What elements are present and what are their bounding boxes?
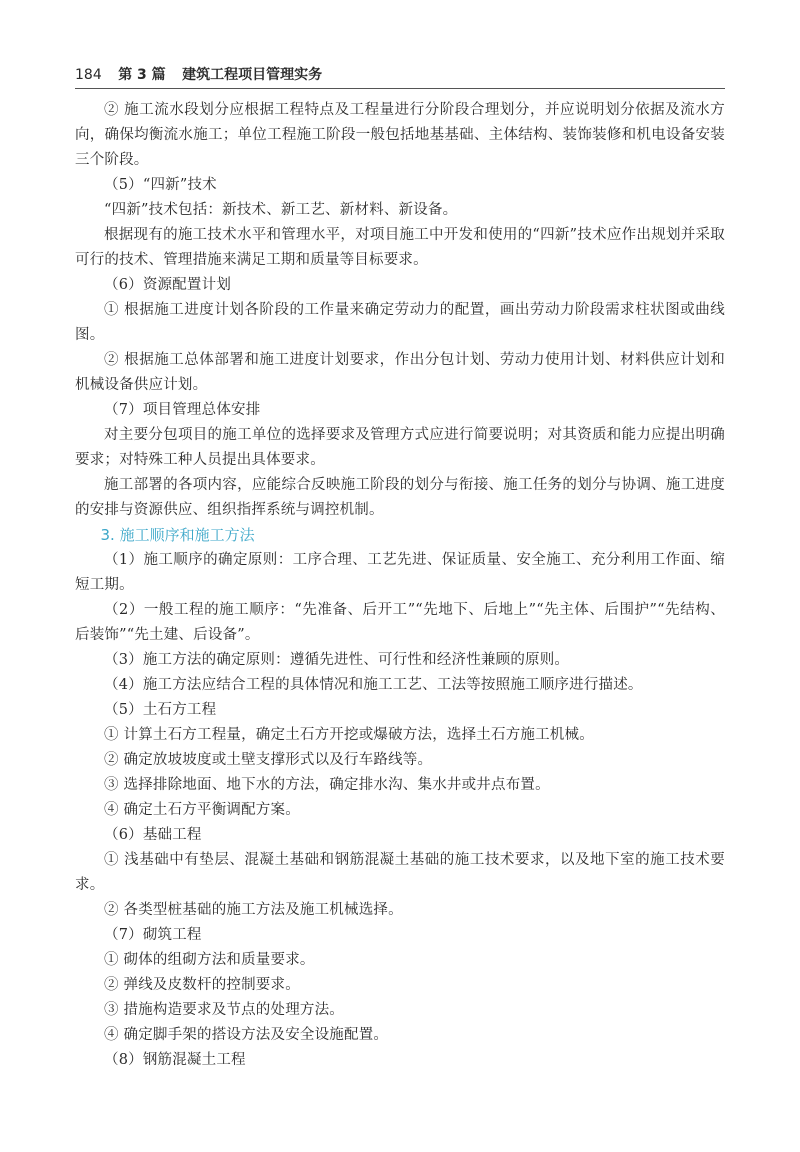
subsection-title: （6）资源配置计划: [104, 277, 232, 293]
header-divider: [75, 88, 725, 89]
page-number: 184: [75, 67, 102, 83]
paragraph: ① 根据施工进度计划各阶段的工作量来确定劳动力的配置，画出劳动力阶段需求柱状图或曲线图。: [75, 302, 725, 343]
section-title: 建筑工程项目管理实务: [182, 67, 323, 83]
paragraph: ② 施工流水段划分应根据工程特点及工程量进行分阶段合理划分，并应说明划分依据及流水方向，确保均衡流水施工；单位工程施工阶段一般包括地基基础、主体结构、装饰装修和机电设备安装三个阶段。: [75, 102, 725, 168]
subsection-title: （7）项目管理总体安排: [104, 402, 261, 418]
paragraph: （1）施工顺序的确定原则：工序合理、工艺先进、保证质量、安全施工、充分利用工作面、缩短工期。: [75, 552, 725, 593]
page-header: [75, 64, 725, 88]
subsection-title: （5）土石方工程: [104, 702, 217, 718]
paragraph: 施工部署的各项内容，应能综合反映施工阶段的划分与衔接、施工任务的划分与协调、施工进度的安排与资源供应、组织指挥系统与调控机制。: [75, 477, 725, 518]
paragraph: “四新”技术包括：新技术、新工艺、新材料、新设备。: [104, 202, 458, 218]
paragraph: （3）施工方法的确定原则：遵循先进性、可行性和经济性兼顾的原则。: [104, 652, 570, 668]
list-item: ④ 确定脚手架的搭设方法及安全设施配置。: [104, 1027, 389, 1043]
list-item: ④ 确定土石方平衡调配方案。: [104, 802, 300, 818]
paragraph: 根据现有的施工技术水平和管理水平，对项目施工中开发和使用的“四新”技术应作出规划并采取可行的技术、管理措施来满足工期和质量等目标要求。: [75, 227, 725, 268]
paragraph: （2）一般工程的施工顺序：“先准备、后开工”“先地下、后地上”“先主体、后围护”“先结构、后装饰”“先土建、后设备”。: [75, 602, 725, 643]
list-item: ③ 措施构造要求及节点的处理方法。: [104, 1002, 345, 1018]
list-item: ③ 选择排除地面、地下水的方法，确定排水沟、集水井或井点布置。: [104, 777, 550, 793]
paragraph: ② 根据施工总体部署和施工进度计划要求，作出分包计划、劳动力使用计划、材料供应计划和机械设备供应计划。: [75, 352, 725, 393]
page-body: [75, 98, 725, 1073]
list-item: ① 砌体的组砌方法和质量要求。: [104, 952, 315, 968]
part-label: 第 3 篇: [118, 67, 166, 83]
subsection-title: （7）砌筑工程: [104, 927, 202, 943]
subsection-title: （8）钢筋混凝土工程: [104, 1052, 246, 1068]
list-item: ② 确定放坡坡度或土壁支撑形式以及行车路线等。: [104, 752, 433, 768]
paragraph: 对主要分包项目的施工单位的选择要求及管理方式应进行简要说明；对其资质和能力应提出明确要求；对特殊工种人员提出具体要求。: [75, 427, 725, 468]
list-item: ② 弹线及皮数杆的控制要求。: [104, 977, 300, 993]
list-item: ① 浅基础中有垫层、混凝土基础和钢筋混凝土基础的施工技术要求，以及地下室的施工技术要求。: [75, 852, 725, 893]
list-item: ① 计算土石方工程量，确定土石方开挖或爆破方法，选择土石方施工机械。: [104, 727, 594, 743]
subsection-title: （5）“四新”技术: [104, 177, 217, 193]
paragraph: （4）施工方法应结合工程的具体情况和施工工艺、工法等按照施工顺序进行描述。: [104, 677, 643, 693]
subsection-title: （6）基础工程: [104, 827, 202, 843]
list-item: ② 各类型桩基础的施工方法及施工机械选择。: [104, 902, 403, 918]
section-heading: 3. 施工顺序和施工方法: [100, 526, 255, 544]
